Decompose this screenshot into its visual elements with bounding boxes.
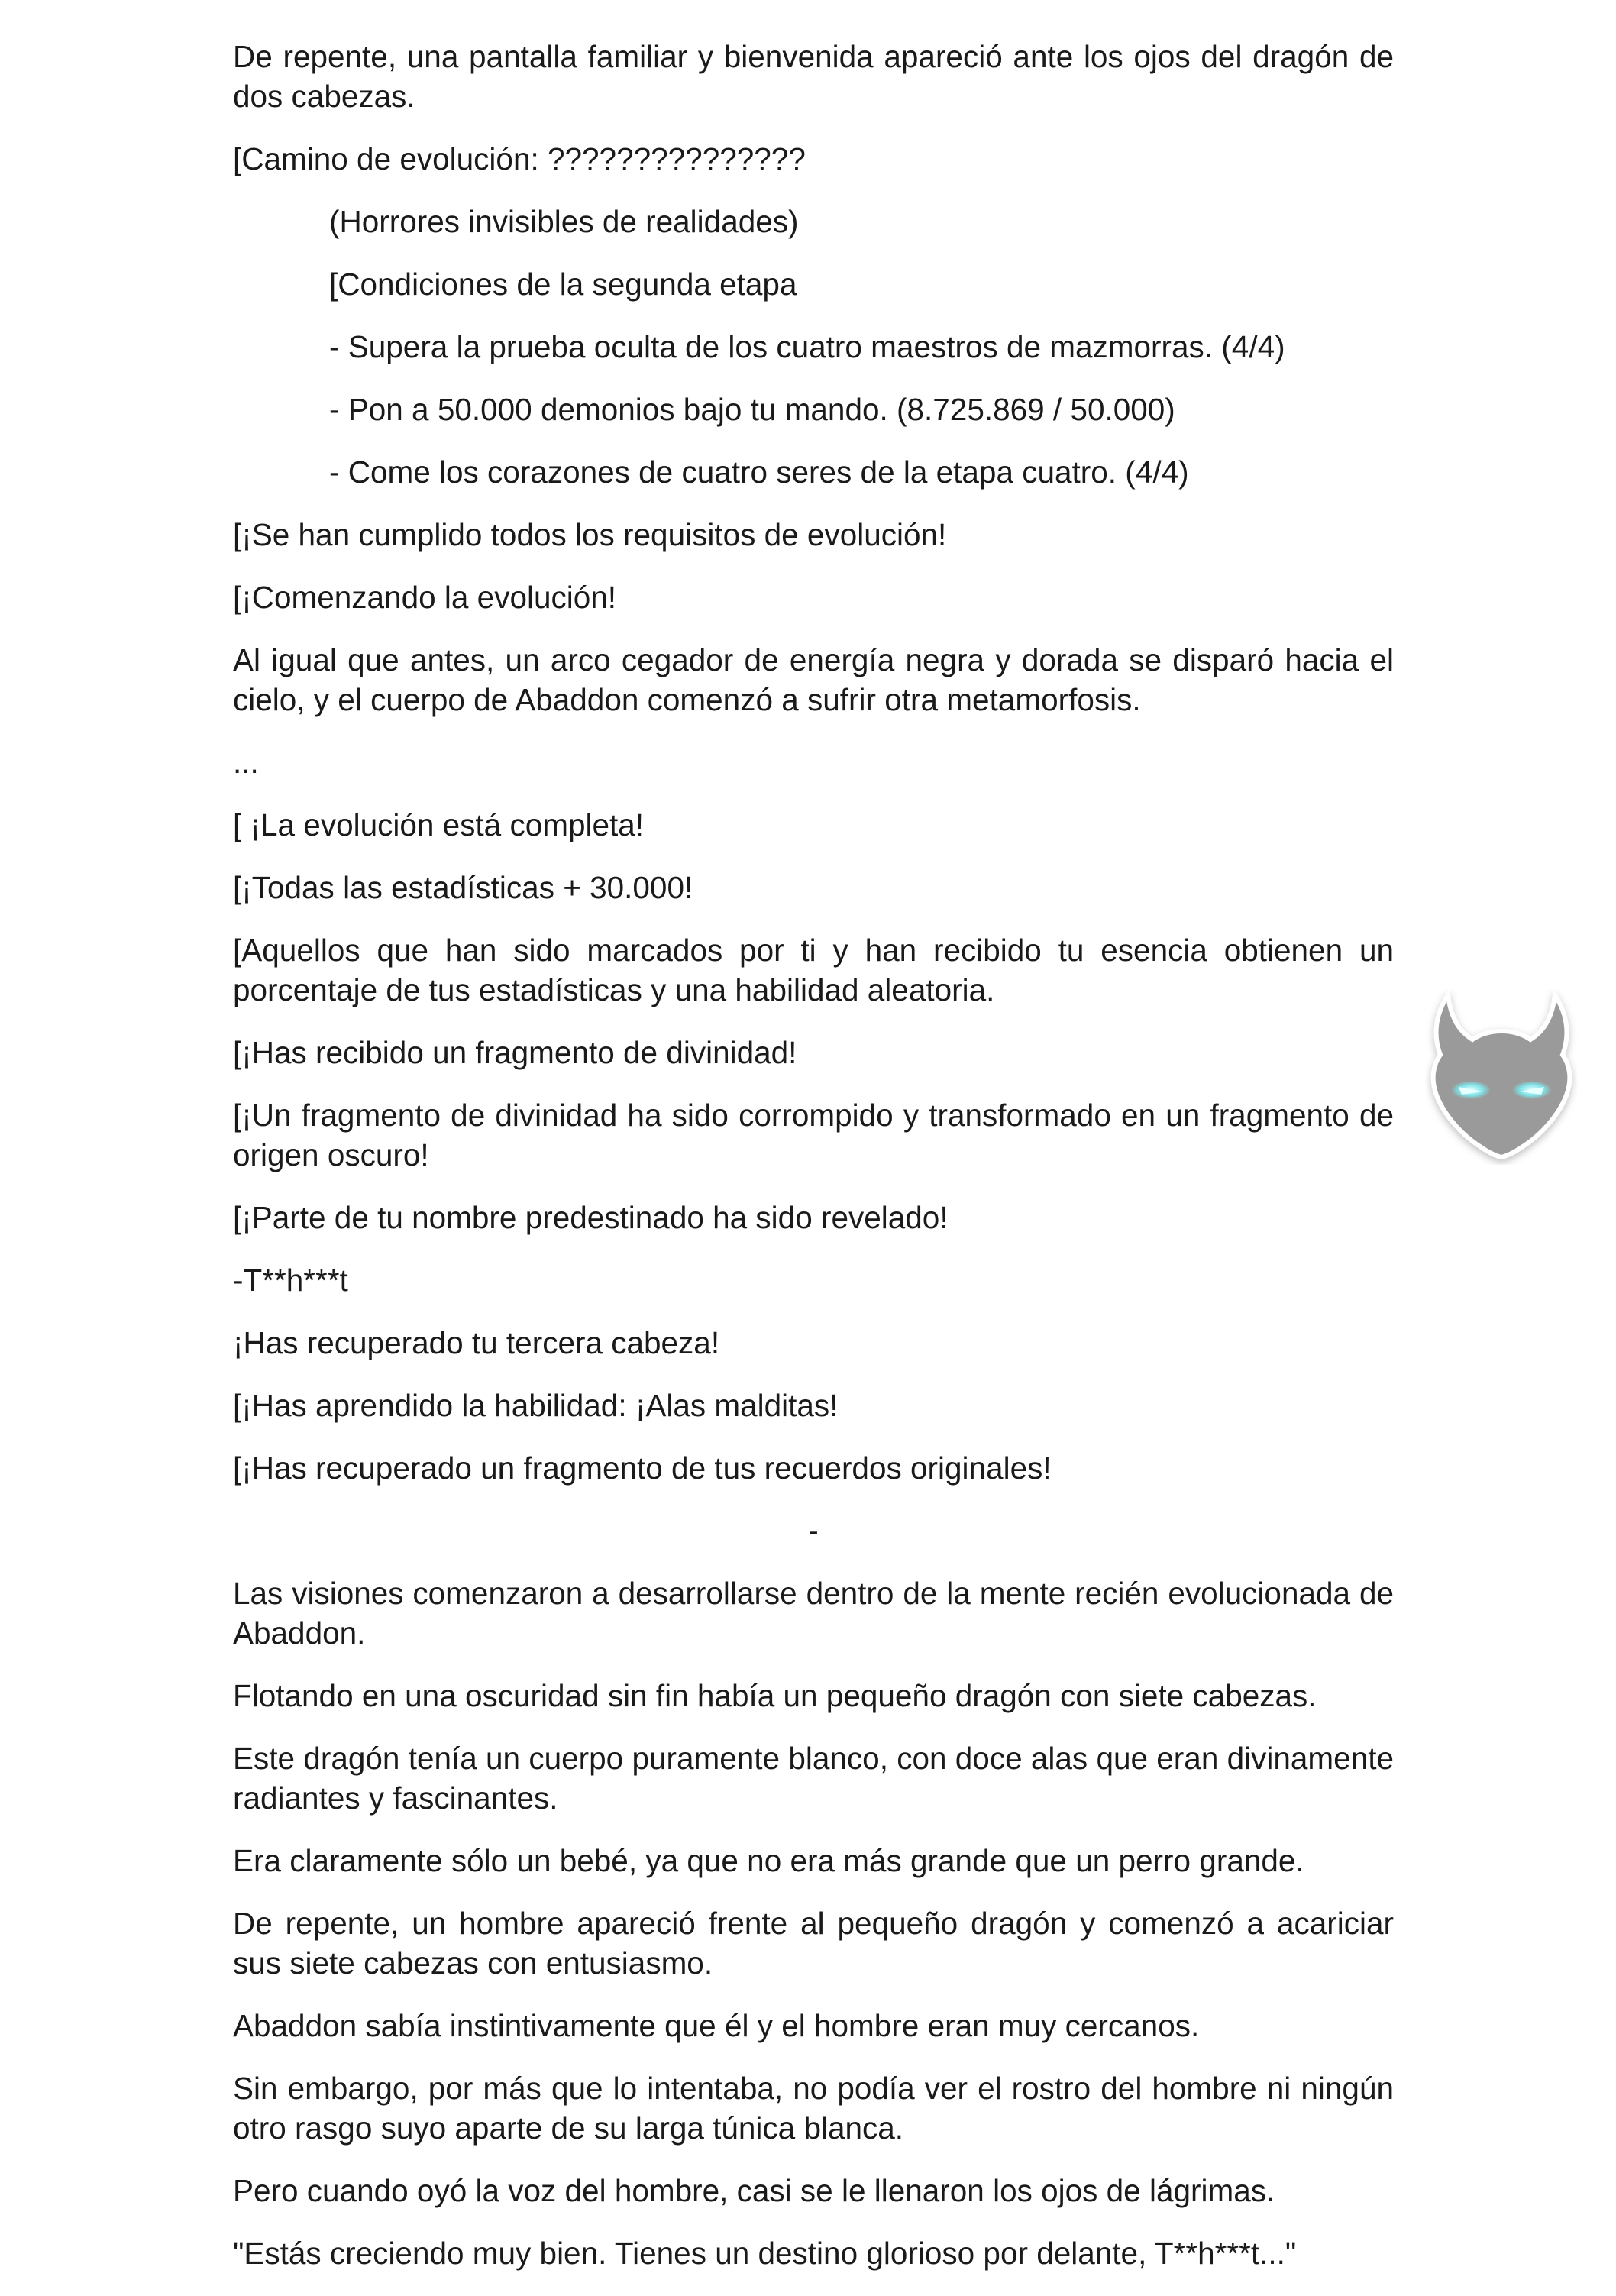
system-message: ¡Has recuperado tu tercera cabeza! (233, 1325, 720, 1360)
paragraph: Flotando en una oscuridad sin fin había un pequeño dragón con siete cabezas. (233, 1678, 1317, 1713)
paragraph: Este dragón tenía un cuerpo puramente blanco, con doce alas que eran divinamente radiantes y fascinantes. (233, 1741, 1394, 1816)
demon-head-silhouette (1433, 995, 1570, 1157)
document-page (233, 37, 1394, 2296)
system-message: [¡Un fragmento de divinidad ha sido corrompido y transformado en un fragmento de origen oscuro! (233, 1098, 1394, 1172)
paragraph: "Estás creciendo muy bien. Tienes un destino glorioso por delante, T**h***t..." (233, 2236, 1297, 2271)
paragraph: Era claramente sólo un bebé, ya que no era más grande que un perro grande. (233, 1843, 1304, 1878)
scene-separator: - (808, 1513, 819, 1548)
system-message: [¡Has recuperado un fragmento de tus recuerdos originales! (233, 1450, 1052, 1486)
system-message: [¡Comenzando la evolución! (233, 580, 617, 615)
paragraph: Las visiones comenzaron a desarrollarse dentro de la mente recién evolucionada de Abaddon. (233, 1576, 1394, 1651)
paragraph: De repente, una pantalla familiar y bienvenida apareció ante los ojos del dragón de dos cabezas. (233, 39, 1394, 114)
condition-item: - Pon a 50.000 demonios bajo tu mando. (8.725.869 / 50.000) (329, 392, 1175, 427)
paragraph: Al igual que antes, un arco cegador de energía negra y dorada se disparó hacia el cielo, y el cuerpo de Abaddon comenzó a sufrir otra metamorfosis. (233, 642, 1394, 717)
system-message: [Aquellos que han sido marcados por ti y han recibido tu esencia obtienen un porcentaje de tus estadísticas y una habilidad aleatoria. (233, 933, 1394, 1007)
paragraph: Sin embargo, por más que lo intentaba, no podía ver el rostro del hombre ni ningún otro rasgo suyo aparte de su larga túnica blanca. (233, 2071, 1394, 2146)
system-message: [¡Parte de tu nombre predestinado ha sido revelado! (233, 1200, 949, 1235)
system-message: [¡Has aprendido la habilidad: ¡Alas malditas! (233, 1388, 839, 1423)
ellipsis-break: ... (233, 745, 259, 780)
system-message: [Camino de evolución: ??????????????? (233, 141, 806, 176)
system-message: [¡Todas las estadísticas + 30.000! (233, 870, 693, 905)
condition-item: - Supera la prueba oculta de los cuatro maestros de mazmorras. (4/4) (329, 329, 1285, 364)
revealed-name: -T**h***t (233, 1263, 348, 1298)
system-message: [¡Se han cumplido todos los requisitos de evolución! (233, 517, 947, 552)
system-message-indented: [Condiciones de la segunda etapa (329, 267, 797, 302)
paragraph: Pero cuando oyó la voz del hombre, casi se le llenaron los ojos de lágrimas. (233, 2173, 1275, 2208)
demon-head-icon (1425, 989, 1578, 1165)
system-message: [¡Has recibido un fragmento de divinidad! (233, 1035, 797, 1070)
paragraph: Abaddon sabía instintivamente que él y el hombre eran muy cercanos. (233, 2008, 1200, 2043)
paragraph: De repente, un hombre apareció frente al pequeño dragón y comenzó a acariciar sus siete cabezas con entusiasmo. (233, 1906, 1394, 1981)
system-message: [ ¡La evolución está completa! (233, 807, 645, 842)
condition-item: - Come los corazones de cuatro seres de la etapa cuatro. (4/4) (329, 454, 1189, 490)
system-message-indented: (Horrores invisibles de realidades) (329, 204, 799, 239)
